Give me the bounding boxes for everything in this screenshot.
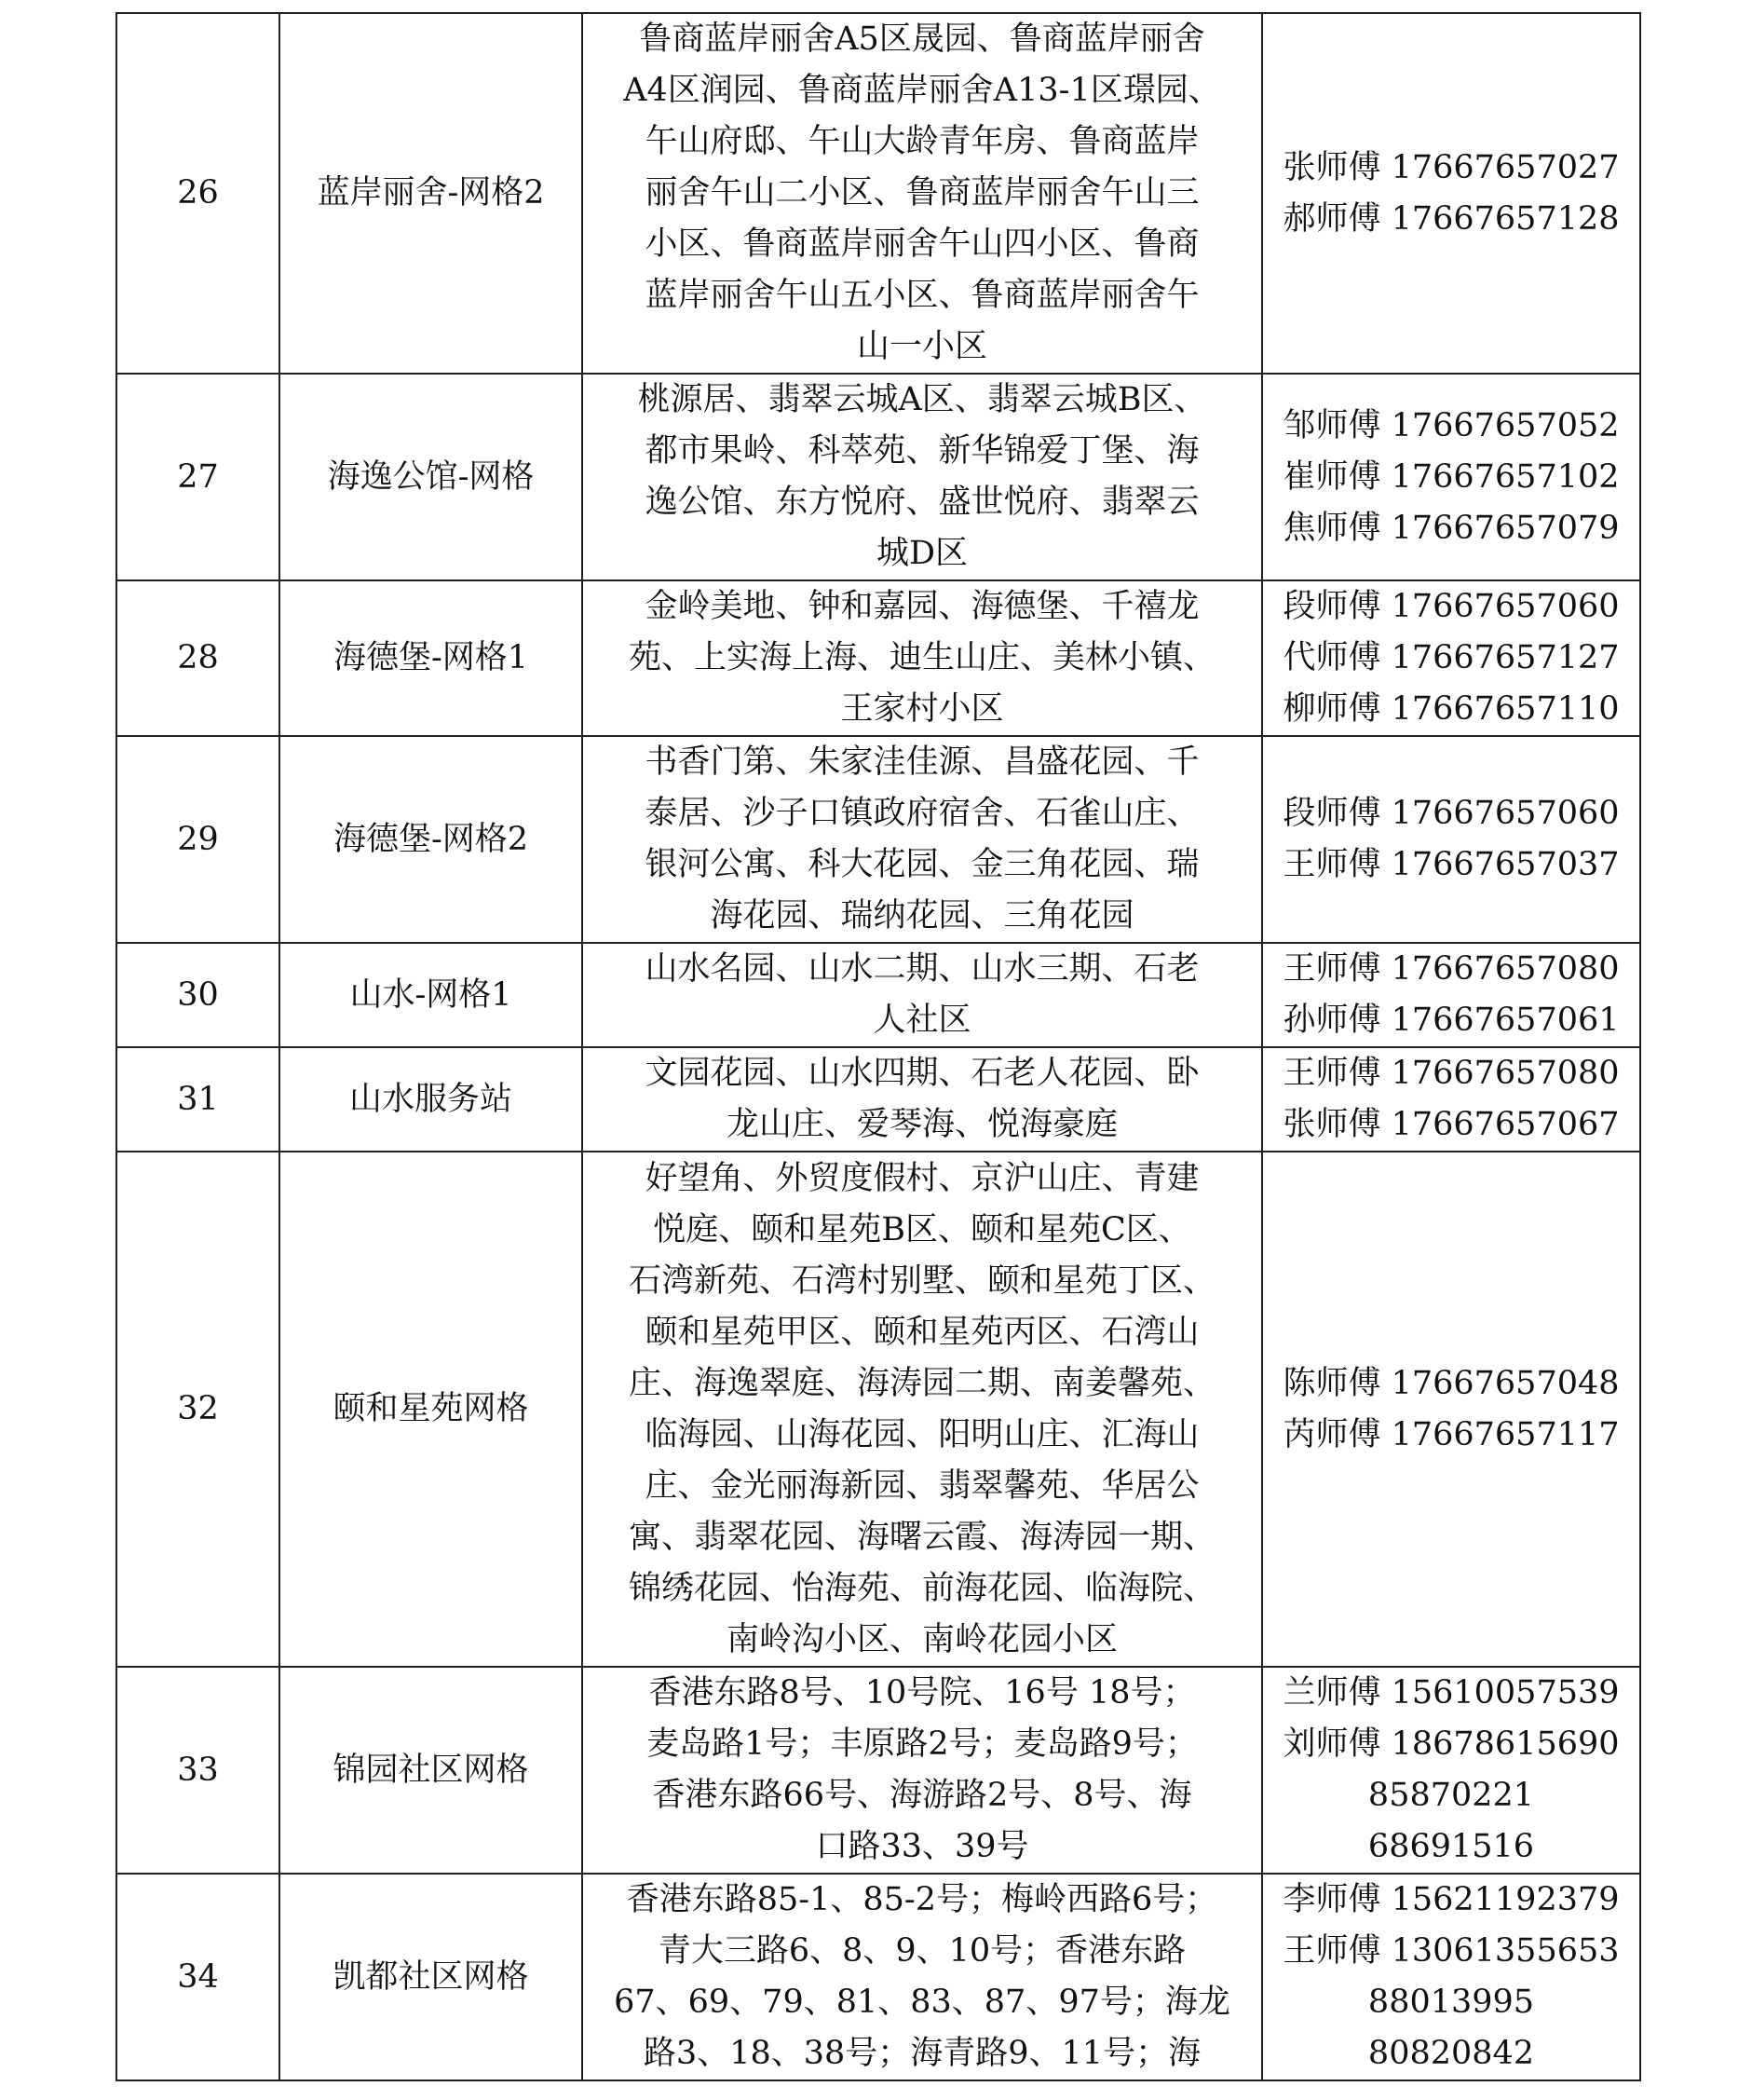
contacts-cell (1262, 1152, 1640, 1667)
contact-line: 段师傅 17667657060 (1283, 795, 1620, 832)
area-line: 路3、18、38号；海青路9、11号；海 (643, 2035, 1202, 2072)
area-line: 人社区 (873, 1002, 971, 1039)
contact-line: 邹师傅 17667657052 (1283, 406, 1620, 444)
area-line: 67、69、79、81、83、87、97号；海龙 (614, 1984, 1230, 2021)
area-line: 王家村小区 (840, 690, 1004, 728)
covered-areas-cell (582, 1874, 1262, 2080)
contacts-cell (1262, 943, 1640, 1047)
area-line: 银河公寓、科大花园、金三角花园、瑞 (645, 846, 1200, 883)
area-line: 山一小区 (856, 328, 987, 365)
contact-line: 陈师傅 17667657048 (1283, 1364, 1620, 1402)
table-row (116, 736, 1640, 943)
contacts-cell (1262, 1047, 1640, 1152)
contact-line: 孙师傅 17667657061 (1283, 1002, 1620, 1039)
row-number-cell: 28 (116, 580, 279, 736)
table-row (116, 580, 1640, 736)
area-line: 鲁商蓝岸丽舍A5区晟园、鲁商蓝岸丽舍 (639, 20, 1205, 58)
area-line: 蓝岸丽舍午山五小区、鲁商蓝岸丽舍午 (645, 277, 1200, 314)
contacts-cell (1262, 374, 1640, 580)
contact-line: 80820842 (1367, 2035, 1535, 2072)
covered-areas-cell (582, 580, 1262, 736)
grid-name-cell: 山水服务站 (279, 1047, 582, 1152)
contact-line: 柳师傅 17667657110 (1283, 690, 1620, 728)
contact-line: 王师傅 17667657037 (1283, 846, 1620, 883)
area-line: 青大三路6、8、9、10号；香港东路 (658, 1932, 1187, 1970)
grid-name-cell: 海德堡-网格2 (279, 736, 582, 943)
area-line: 山水名园、山水二期、山水三期、石老 (645, 950, 1200, 988)
contacts-cell (1262, 580, 1640, 736)
row-number-cell: 34 (116, 1874, 279, 2080)
area-line: 逸公馆、东方悦府、盛世悦府、翡翠云 (645, 484, 1200, 521)
table-row (116, 1047, 1640, 1152)
contact-line: 李师傅 15621192379 (1283, 1881, 1620, 1918)
area-line: 寓、翡翠花园、海曙云霞、海涛园一期、 (628, 1518, 1216, 1556)
contact-line: 兰师傅 15610057539 (1283, 1674, 1620, 1711)
row-number-cell: 30 (116, 943, 279, 1047)
grid-name-cell: 颐和星苑网格 (279, 1152, 582, 1667)
covered-areas-cell (582, 13, 1262, 374)
grid-name-cell: 海逸公馆-网格 (279, 374, 582, 580)
area-line: 锦绣花园、怡海苑、前海花园、临海院、 (628, 1569, 1216, 1607)
area-line: 都市果岭、科萃苑、新华锦爱丁堡、海 (645, 432, 1200, 470)
area-line: 桃源居、翡翠云城A区、翡翠云城B区、 (637, 381, 1207, 418)
contacts-cell (1262, 736, 1640, 943)
grid-name-cell: 山水-网格1 (279, 943, 582, 1047)
area-line: 苑、上实海上海、迪生山庄、美林小镇、 (628, 639, 1216, 676)
table-row (116, 1152, 1640, 1667)
table-row (116, 13, 1640, 374)
table-row (116, 1667, 1640, 1874)
area-line: 颐和星苑甲区、颐和星苑丙区、石湾山 (645, 1313, 1200, 1351)
covered-areas-cell (582, 1047, 1262, 1152)
area-line: 悦庭、颐和星苑B区、颐和星苑C区、 (653, 1210, 1191, 1248)
row-number-cell: 26 (116, 13, 279, 374)
area-line: 庄、金光丽海新园、翡翠馨苑、华居公 (645, 1466, 1200, 1505)
grid-table (115, 12, 1641, 2081)
contact-line: 张师傅 17667657027 (1283, 148, 1620, 186)
table-row (116, 943, 1640, 1047)
area-line: 海花园、瑞纳花园、三角花园 (710, 897, 1134, 934)
area-line: 泰居、沙子口镇政府宿舍、石雀山庄、 (645, 795, 1200, 832)
grid-name-cell: 蓝岸丽舍-网格2 (279, 13, 582, 374)
covered-areas-cell (582, 943, 1262, 1047)
area-line: 麦岛路1号；丰原路2号；麦岛路9号； (646, 1725, 1198, 1763)
area-line: 口路33、39号 (815, 1828, 1029, 1865)
contact-line: 88013995 (1367, 1984, 1535, 2021)
contact-line: 刘师傅 18678615690 (1283, 1725, 1620, 1763)
area-line: A4区润园、鲁商蓝岸丽舍A13-1区璟园、 (623, 72, 1221, 109)
grid-name-cell: 锦园社区网格 (279, 1667, 582, 1874)
covered-areas-cell (582, 1667, 1262, 1874)
area-line: 香港东路8号、10号院、16号 18号； (648, 1674, 1196, 1711)
contact-line: 崔师傅 17667657102 (1283, 457, 1620, 496)
grid-body (116, 13, 1640, 2080)
area-line: 丽舍午山二小区、鲁商蓝岸丽舍午山三 (645, 174, 1200, 211)
contact-line: 张师傅 17667657067 (1283, 1106, 1620, 1143)
area-line: 小区、鲁商蓝岸丽舍午山四小区、鲁商 (645, 225, 1200, 263)
covered-areas-cell (582, 374, 1262, 580)
area-line: 午山府邸、午山大龄青年房、鲁商蓝岸 (645, 123, 1200, 160)
contacts-cell (1262, 13, 1640, 374)
area-line: 香港东路85-1、85-2号；梅岭西路6号； (626, 1881, 1218, 1918)
contact-line: 段师傅 17667657060 (1283, 588, 1620, 625)
area-line: 城D区 (876, 535, 969, 572)
area-line: 龙山庄、爱琴海、悦海豪庭 (726, 1106, 1118, 1143)
contact-line: 芮师傅 17667657117 (1283, 1415, 1620, 1453)
area-line: 庄、海逸翠庭、海涛园二期、南姜馨苑、 (628, 1364, 1216, 1402)
area-line: 石湾新苑、石湾村别墅、颐和星苑丁区、 (628, 1261, 1216, 1300)
contact-line: 代师傅 17667657127 (1283, 639, 1620, 676)
grid-name-cell: 凯都社区网格 (279, 1874, 582, 2080)
covered-areas-cell (582, 736, 1262, 943)
covered-areas-cell (582, 1152, 1262, 1667)
area-line: 南岭沟小区、南岭花园小区 (726, 1620, 1118, 1658)
contact-line: 王师傅 13061355653 (1283, 1932, 1620, 1970)
contact-line: 焦师傅 17667657079 (1283, 509, 1620, 547)
grid-name-cell: 海德堡-网格1 (279, 580, 582, 736)
area-line: 好望角、外贸度假村、京沪山庄、青建 (645, 1159, 1200, 1197)
row-number-cell: 27 (116, 374, 279, 580)
row-number-cell: 31 (116, 1047, 279, 1152)
contacts-cell (1262, 1874, 1640, 2080)
contact-line: 王师傅 17667657080 (1283, 1055, 1620, 1092)
area-line: 香港东路66号、海游路2号、8号、海 (652, 1777, 1192, 1814)
contact-line: 王师傅 17667657080 (1283, 950, 1620, 988)
row-number-cell: 33 (116, 1667, 279, 1874)
contacts-cell (1262, 1667, 1640, 1874)
contact-line: 85870221 (1367, 1777, 1535, 1814)
area-line: 临海园、山海花园、阳明山庄、汇海山 (645, 1415, 1200, 1453)
table-row (116, 1874, 1640, 2080)
area-line: 金岭美地、钟和嘉园、海德堡、千禧龙 (645, 588, 1200, 625)
table-row (116, 374, 1640, 580)
contact-line: 68691516 (1367, 1828, 1535, 1865)
row-number-cell: 29 (116, 736, 279, 943)
area-line: 文园花园、山水四期、石老人花园、卧 (645, 1055, 1200, 1092)
area-line: 书香门第、朱家洼佳源、昌盛花园、千 (645, 743, 1200, 781)
row-number-cell: 32 (116, 1152, 279, 1667)
contact-line: 郝师傅 17667657128 (1283, 199, 1620, 238)
